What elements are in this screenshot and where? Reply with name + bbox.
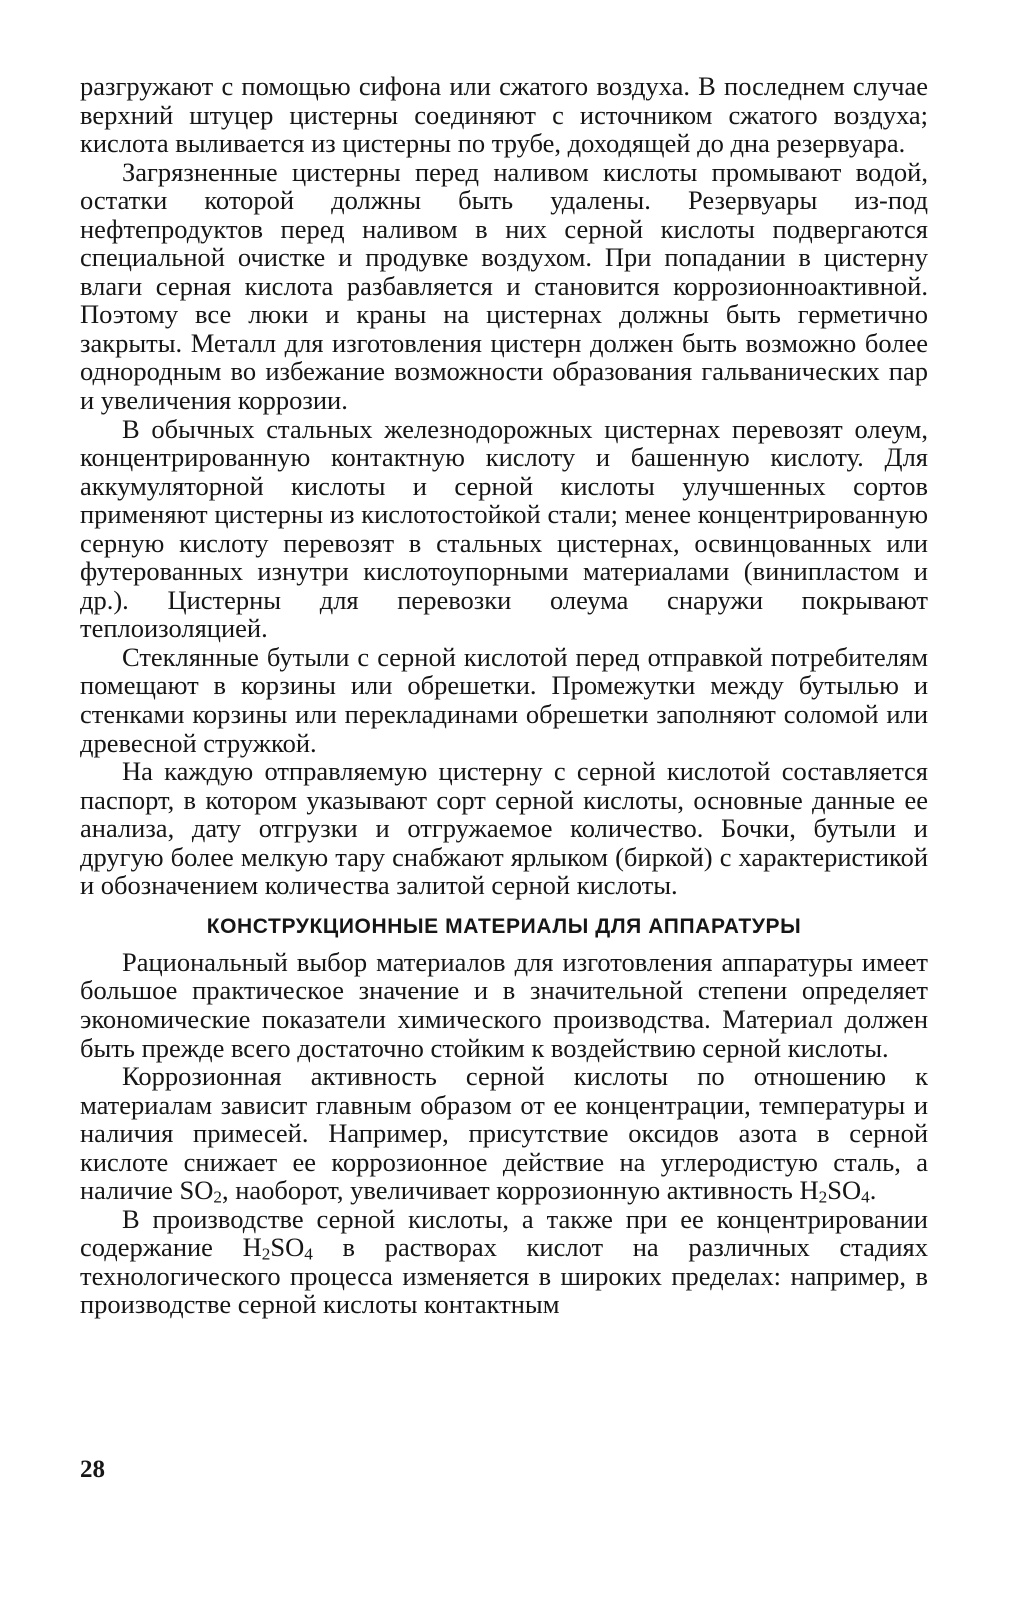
- subscript: 2: [818, 1187, 828, 1207]
- paragraph-7: [80, 1062, 928, 1205]
- subscript: 2: [213, 1187, 222, 1207]
- paragraph-3: В обычных стальных железнодорожных цистернах перевозят олеум, концентрированную контактную кислоту и башенную кислоту. Для аккумуляторной кислоты и серной кислоты улучшенных сортов применяют цистерны из кислотостойкой стали; менее концентрированную серную кислоту перевозят в стальных цистернах, освинцованных или футерованных изнутри кислотоупорными материалами (винипластом и др.). Цистерны для перевозки олеума снаружи покрывают теплоизоляцией.: [80, 413, 928, 644]
- paragraph-7-text-4: .: [869, 1175, 877, 1206]
- paragraph-5: На каждую отправляемую цистерну с серной кислотой составляется паспорт, в котором указывают сорт серной кислоты, основные данные ее анализа, дату отгрузки и отгружаемое количество. Бочки, бутыли и другую более мелкую тару снабжают ярлыком (биркой) с характеристикой и обозначением количества залитой серной кислоты.: [80, 756, 928, 901]
- subscript: 2: [261, 1244, 271, 1264]
- subscript: 4: [861, 1187, 870, 1207]
- page-number: 28: [80, 1456, 105, 1483]
- paragraph-1: разгружают с помощью сифона или сжатого воздуха. В последнем случае верхний штуцер цистерны соединяют с источником сжатого воздуха; кислота выливается из цистерны по трубе, доходящей до дна резервуара.: [80, 71, 928, 159]
- paragraph-4: Стеклянные бутыли с серной кислотой перед отправкой потребителям помещают в корзины или обрешетки. Промежутки между бутылью и стенками корзины или перекладинами обрешетки заполняют соломой или древесной стружкой.: [80, 641, 928, 758]
- page-body: [80, 72, 928, 1319]
- paragraph-8-text-2: SO: [270, 1232, 305, 1263]
- section-heading: КОНСТРУКЦИОННЫЕ МАТЕРИАЛЫ ДЛЯ АППАРАТУРЫ: [206, 914, 802, 938]
- paragraph-8-text-1: В производстве серной кислоты, а также при ее концентрировании содержание H: [80, 1203, 928, 1263]
- paragraph-8: [80, 1205, 928, 1319]
- paragraph-8-text-3: в растворах кислот на различных стадиях технологического процесса изменяется в широких пределах: например, в производстве серной кислоты контактным: [80, 1232, 928, 1320]
- paragraph-2: Загрязненные цистерны перед наливом кислоты промывают водой, остатки которой должны быть удалены. Резервуары из-под нефтепродуктов перед наливом в них серной кислоты подвергаются специальной очистке и продувке воздухом. При попадании в цистерну влаги серная кислота разбавляется и становится коррозионноактивной. Поэтому все люки и краны на цистернах должны быть герметично закрыты. Металл для изготовления цистерн должен быть возможно более однородным во избежание возможности образования гальванических пар и увеличения коррозии.: [80, 156, 928, 416]
- paragraph-7-text-1: Коррозионная активность серной кислоты по отношению к материалам зависит главным образом от ее концентрации, температуры и наличия примесей. Например, присутствие оксидов азота в серной кислоте снижает ее коррозионное действие на углеродистую сталь, а наличие SO: [80, 1061, 928, 1206]
- paragraph-7-text-2: , наоборот, увеличивает коррозионную активность H: [221, 1175, 819, 1206]
- paragraph-6: Рациональный выбор материалов для изготовления аппаратуры имеет большое практическое значение и в значительной степени определяет экономические показатели химического производства. Материал должен быть прежде всего достаточно стойким к воздействию серной кислоты.: [80, 946, 928, 1063]
- subscript: 4: [304, 1244, 313, 1264]
- paragraph-7-text-3: SO: [827, 1175, 862, 1206]
